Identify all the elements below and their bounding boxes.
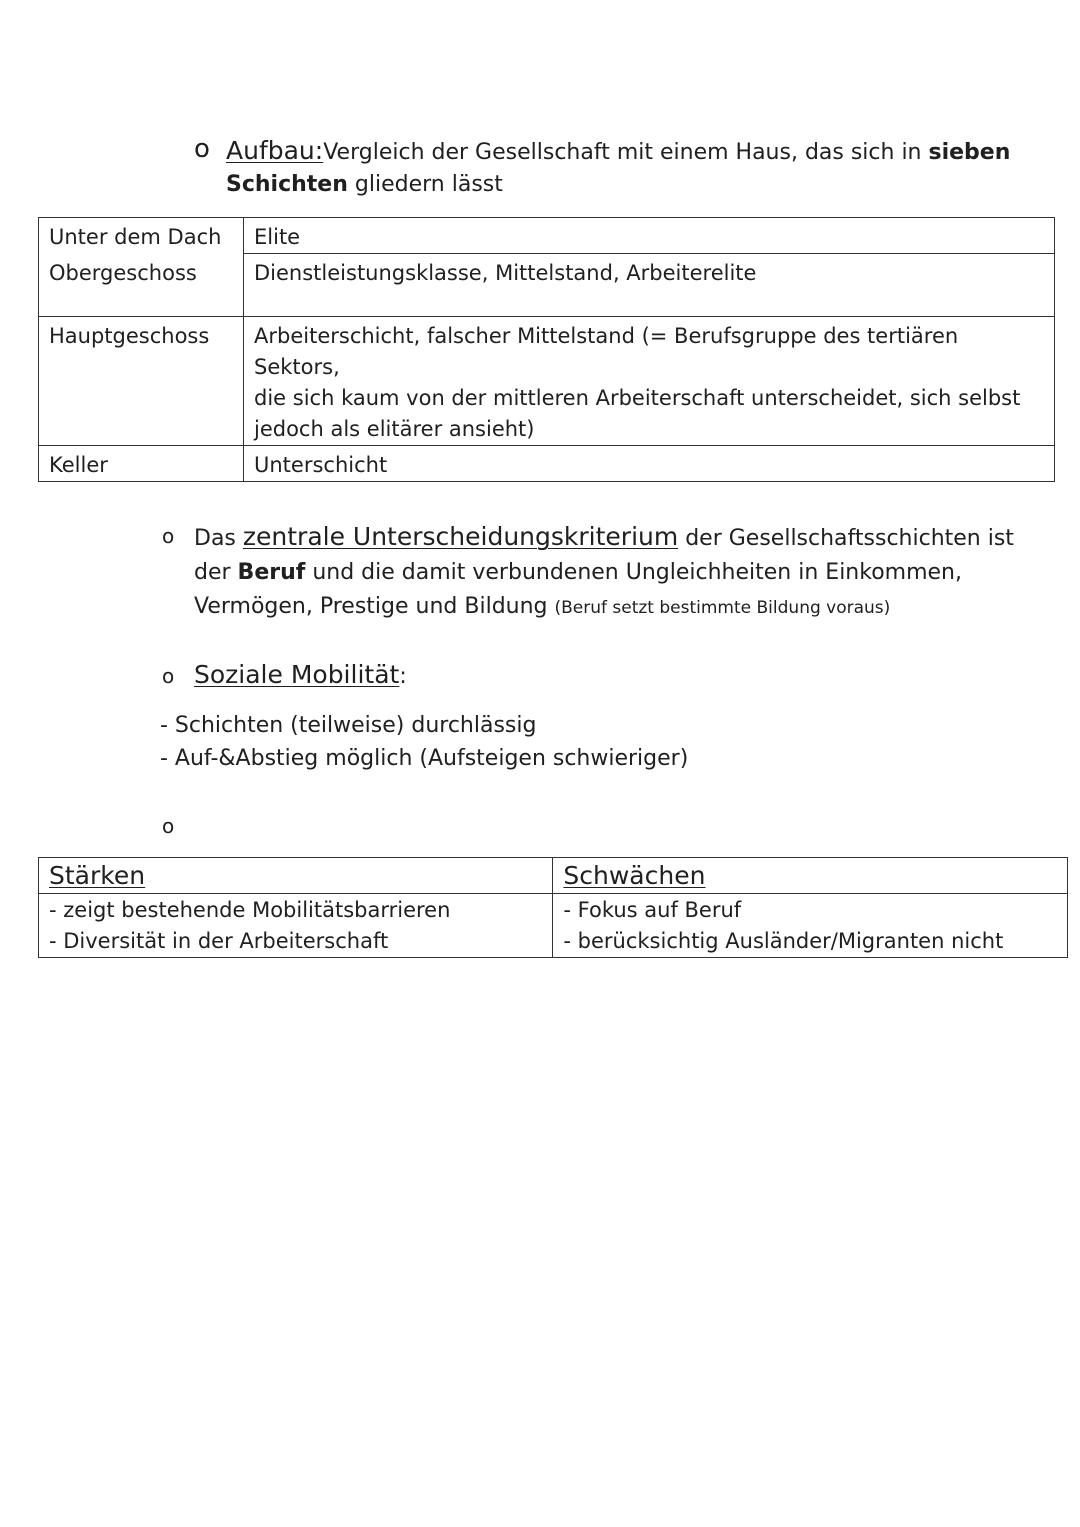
- aufbau-bold-1: sieben: [928, 140, 1011, 165]
- aufbau-label: Aufbau:: [226, 136, 324, 165]
- strengths-weaknesses-table: [38, 857, 1068, 958]
- table-row: [39, 894, 1068, 958]
- aufbau-text-2: gliedern lässt: [347, 172, 503, 197]
- bullet-marker: o: [194, 134, 210, 164]
- strength-item: - zeigt bestehende Mobilitätsbarrieren: [49, 898, 451, 922]
- mobilitaet-heading: Soziale Mobilität: [194, 660, 400, 689]
- aufbau-paragraph: [226, 134, 1010, 170]
- floor-cell: Unter dem Dach: [39, 218, 244, 254]
- table-row: [39, 254, 1055, 317]
- bullet-marker: o: [162, 814, 175, 838]
- kriterium-pre: Das: [194, 526, 243, 551]
- kriterium-post: der Gesellschaftsschichten ist: [678, 526, 1014, 551]
- floor-cell: Obergeschoss: [39, 254, 244, 317]
- weaknesses-heading-cell: [553, 858, 1068, 894]
- kriterium-line2-post: und die damit verbundenen Ungleichheiten in Einkommen,: [305, 560, 962, 585]
- layer-line: jedoch als elitärer ansieht): [254, 417, 535, 441]
- kriterium-line-1: [194, 520, 1014, 556]
- kriterium-line2-pre: der: [194, 560, 238, 585]
- mobilitaet-item: - Schichten (teilweise) durchlässig: [160, 713, 537, 738]
- strengths-cell: [39, 894, 553, 958]
- mobilitaet-colon: :: [399, 664, 407, 689]
- strength-item: - Diversität in der Arbeiterschaft: [49, 929, 389, 953]
- layer-line: Arbeiterschicht, falscher Mittelstand (= Berufsgruppe des tertiären Sektors,: [254, 324, 959, 379]
- kriterium-line3: Vermögen, Prestige und Bildung: [194, 594, 555, 619]
- weakness-item: - berücksichtig Ausländer/Migranten nicht: [563, 929, 1004, 953]
- kriterium-line2-bold: Beruf: [237, 560, 306, 585]
- strengths-heading: Stärken: [49, 861, 146, 890]
- layer-cell: Unterschicht: [244, 446, 1055, 482]
- table-row: [39, 858, 1068, 894]
- kriterium-line-3: [194, 590, 890, 625]
- bullet-marker: o: [162, 664, 175, 688]
- mobilitaet-item: - Auf-&Abstieg möglich (Aufsteigen schwieriger): [160, 746, 689, 771]
- table-row: [39, 446, 1055, 482]
- strengths-heading-cell: [39, 858, 553, 894]
- aufbau-text-1: Vergleich der Gesellschaft mit einem Haus, das sich in: [323, 140, 929, 165]
- layer-line: die sich kaum von der mittleren Arbeiterschaft unterscheidet, sich selbst: [254, 386, 1021, 410]
- weakness-item: - Fokus auf Beruf: [563, 898, 742, 922]
- floor-cell: Keller: [39, 446, 244, 482]
- aufbau-bold-2: Schichten: [226, 172, 348, 197]
- aufbau-paragraph-line2: [226, 168, 503, 202]
- weaknesses-heading: Schwächen: [563, 861, 706, 890]
- layer-cell: [244, 317, 1055, 446]
- kriterium-underlined: zentrale Unterscheidungskriterium: [242, 522, 679, 551]
- floor-cell: Hauptgeschoss: [39, 317, 244, 446]
- table-row: [39, 317, 1055, 446]
- bullet-marker: o: [162, 524, 175, 548]
- house-layers-table: [38, 217, 1055, 482]
- kriterium-line-2: [194, 556, 962, 590]
- layer-cell: Dienstleistungsklasse, Mittelstand, Arbeiterelite: [244, 254, 1055, 317]
- layer-cell: Elite: [244, 218, 1055, 254]
- kriterium-line3-small: (Beruf setzt bestimmte Bildung voraus): [554, 598, 891, 618]
- weaknesses-cell: [553, 894, 1068, 958]
- table-row: [39, 218, 1055, 254]
- mobilitaet-heading-line: [194, 658, 407, 694]
